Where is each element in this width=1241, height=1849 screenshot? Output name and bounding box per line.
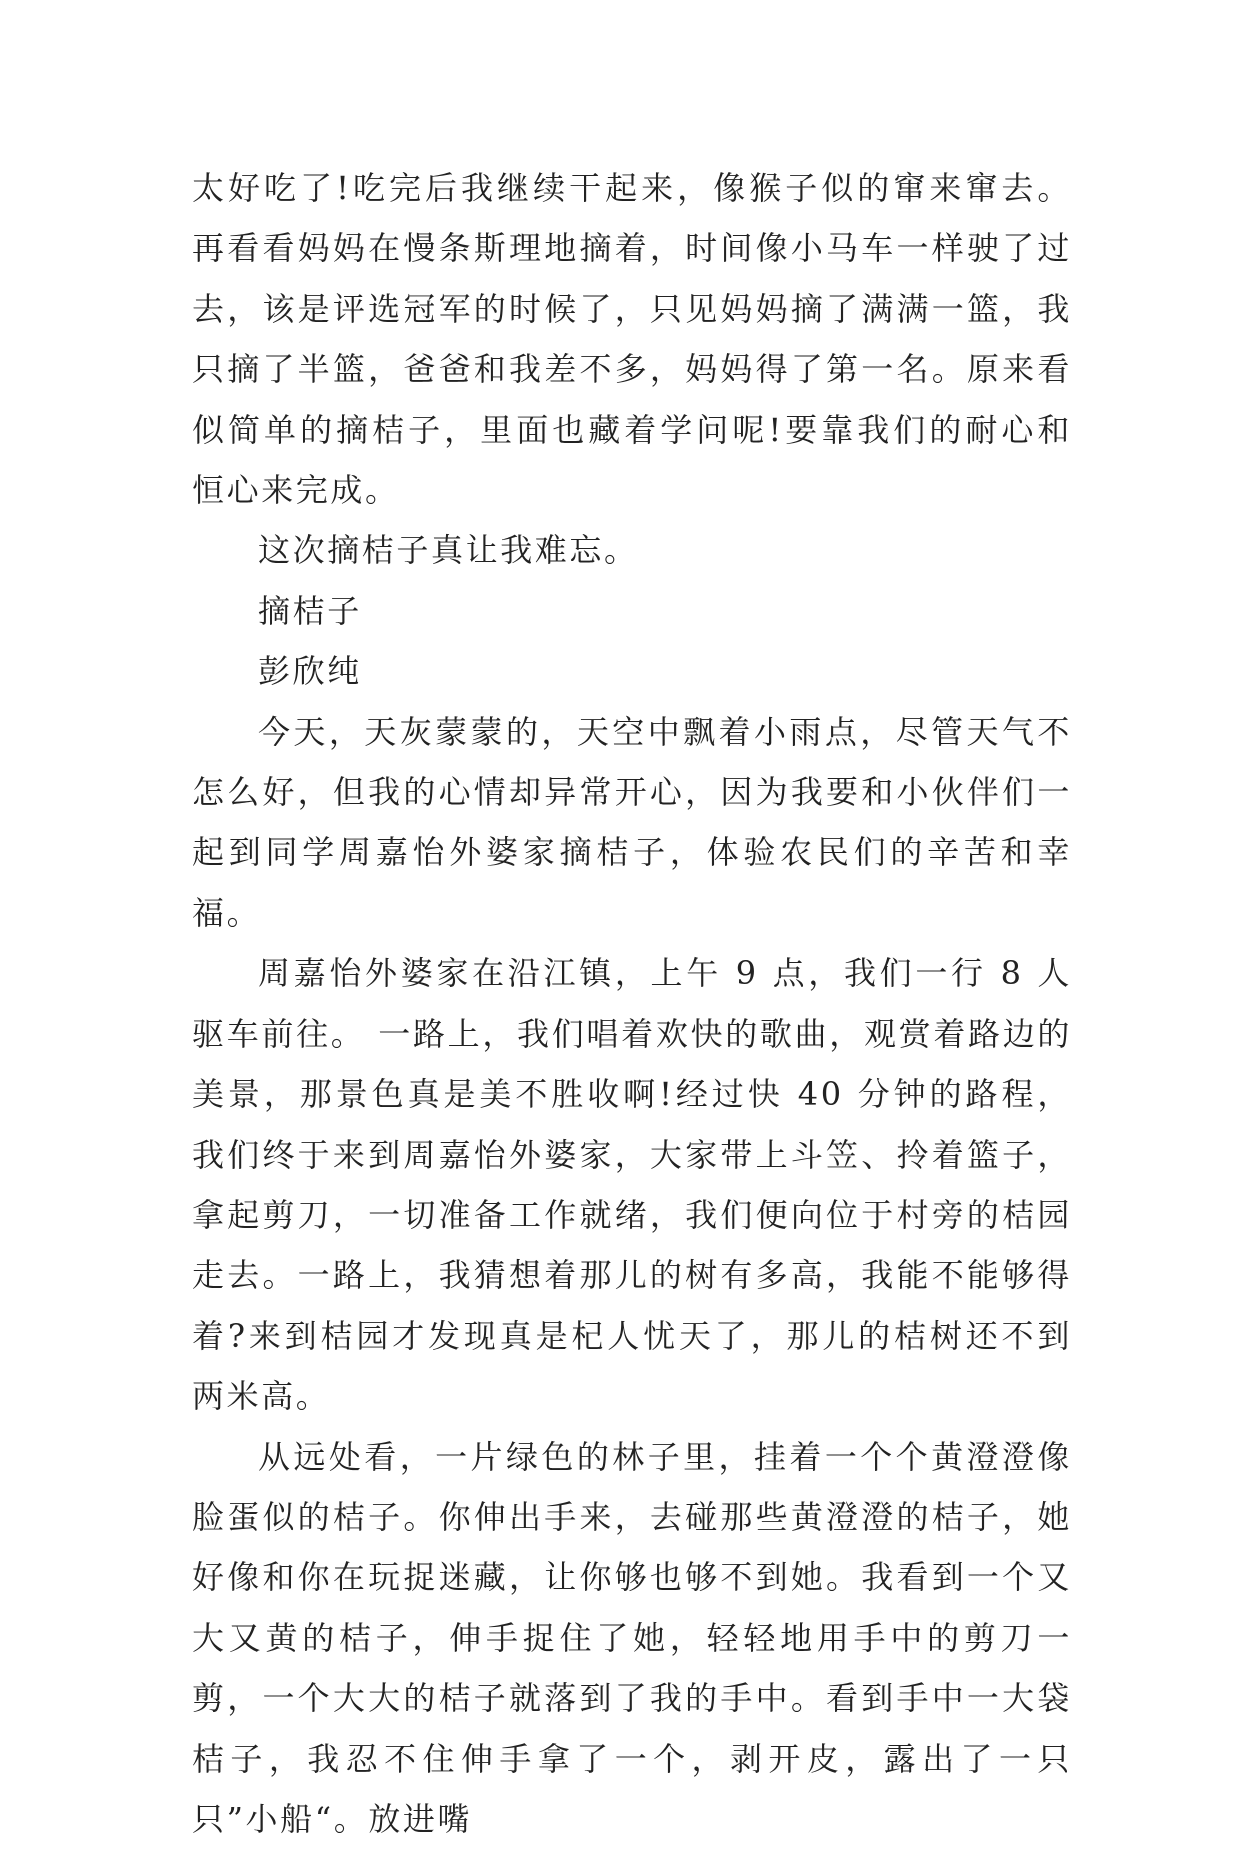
paragraph-5: 今天，天灰蒙蒙的，天空中飘着小雨点，尽管天气不怎么好，但我的心情却异常开心，因为我要和小伙伴们一起到同学周嘉怡外婆家摘桔子，体验农民们的辛苦和幸福。 bbox=[192, 712, 1072, 932]
document-body bbox=[192, 158, 1072, 1849]
paragraph-6: 周嘉怡外婆家在沿江镇，上午 9 点，我们一行 8 人驱车前往。 一路上，我们唱着欢快的歌曲，观赏着路边的美景，那景色真是美不胜收啊!经过快 40 分钟的路程，我们终于来到周嘉怡外婆家，大家带上斗笠、拎着篮子，拿起剪刀，一切准备工作就绪，我们便向位于村旁的桔园走去。一路上，我猜想着那儿的树有多高，我能不能够得着?来到桔园才发现真是杞人忧天了，那儿的桔树还不到两米高。 bbox=[192, 954, 1072, 1416]
paragraph-7: 从远处看，一片绿色的林子里，挂着一个个黄澄澄像脸蛋似的桔子。你伸出手来，去碰那些黄澄澄的桔子，她好像和你在玩捉迷藏，让你够也够不到她。我看到一个又大又黄的桔子，伸手捉住了她，轻轻地用手中的剪刀一剪，一个大大的桔子就落到了我的手中。看到手中一大袋桔子，我忍不住伸手拿了一个，剥开皮，露出了一只只”小船“。放进嘴 bbox=[192, 1437, 1072, 1838]
paragraph-1: 太好吃了!吃完后我继续干起来，像猴子似的窜来窜去。再看看妈妈在慢条斯理地摘着，时间像小马车一样驶了过去，该是评选冠军的时候了，只见妈妈摘了满满一篮，我只摘了半篮，爸爸和我差不多，妈妈得了第一名。原来看似简单的摘桔子，里面也藏着学问呢!要靠我们的耐心和恒心来完成。 bbox=[192, 169, 1072, 510]
article-author: 彭欣纯 bbox=[258, 652, 362, 691]
article-title: 摘桔子 bbox=[258, 591, 362, 630]
paragraph-2: 这次摘桔子真让我难忘。 bbox=[258, 531, 639, 570]
